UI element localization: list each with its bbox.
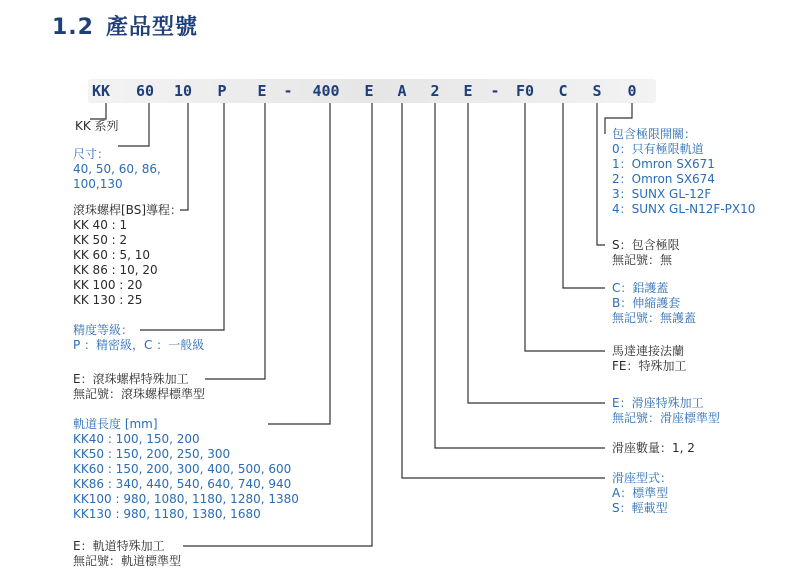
connector-size — [118, 103, 149, 146]
motor-flange-block: 馬達連接法蘭 FE：特殊加工 — [612, 344, 687, 373]
code-segment-accuracy: P — [217, 82, 227, 100]
code-segment-rail: E — [364, 82, 374, 100]
size-block: 尺寸： 40, 50, 60, 86, 100,130 — [73, 147, 161, 191]
connector-lead — [180, 103, 188, 210]
connector-cover — [563, 103, 605, 288]
accuracy-block: 精度等級： P ：精密級，C ：一般級 — [73, 323, 205, 352]
rail-block: E：軌道特殊加工 無記號：軌道標準型 — [73, 539, 182, 568]
slider-qty-block: 滑座數量：1, 2 — [612, 441, 695, 455]
code-segment-screw: E — [257, 82, 267, 100]
limit-switch-block: 包含極限開關： 0：只有極限軌道 1：Omron SX671 2：Omron SX674 3：SUNX GL-12F 4：SUNX GL-N12F-PX10 — [612, 127, 756, 216]
code-segment-slider-proc: E — [463, 82, 473, 100]
cover-block: C：鋁護蓋 B：伸縮護套 無記號：無護蓋 — [612, 281, 697, 325]
code-separator: - — [283, 82, 293, 100]
code-segment-lead: 10 — [173, 82, 193, 100]
section-title: 產品型號 — [105, 15, 198, 40]
code-segment-limit: S — [592, 82, 602, 100]
code-segment-cover: C — [558, 82, 568, 100]
code-segment-slider-type: A — [397, 82, 407, 100]
code-segment-size: 60 — [135, 82, 155, 100]
lead-block: 滾珠螺桿[BS]導程： KK 40 : 1 KK 50 : 2 KK 60 : 5, 10 KK 86 : 10, 20 KK 100 : 20 KK 130 : 25 — [73, 203, 183, 307]
code-segment-slider-qty: 2 — [430, 82, 440, 100]
slider-process-block: E：滑座特殊加工 無記號：滑座標準型 — [612, 396, 721, 425]
connector-slider-type — [402, 103, 605, 478]
connector-motor — [525, 103, 605, 351]
connector-limit — [597, 103, 605, 245]
connector-slider-qty — [435, 103, 605, 448]
section-number: 1.2 — [52, 15, 94, 40]
connector-rail-length — [268, 103, 330, 424]
code-segment-motor: F0 — [515, 82, 535, 100]
slider-type-block: 滑座型式： A：標準型 S：輕載型 — [612, 471, 673, 515]
code-segment-series: KK — [91, 82, 111, 100]
connector-series — [90, 103, 106, 119]
code-segment-rail-length: 400 — [312, 82, 340, 100]
screw-block: E：滾珠螺桿特殊加工 無記號：滾珠螺桿標準型 — [73, 372, 206, 401]
limit-block: S：包含極限 無記號：無 — [612, 238, 680, 267]
connector-screw — [205, 103, 265, 379]
code-separator: - — [490, 82, 500, 100]
connector-slider-proc — [468, 103, 605, 403]
code-segment-switch: 0 — [627, 82, 637, 100]
rail-length-block: 軌道長度 [mm] KK40 : 100, 150, 200 KK50 : 150, 200, 250, 300 KK60 : 150, 200, 300, 400, 500, 600 KK86 : 340, 440, 540, 640, 740, 940 KK100 : 980, 1080, 1180, 1280, 1380 KK130 : 980, 1180, 1380, 1680 — [73, 417, 299, 521]
series-block: KK 系列 — [75, 119, 119, 133]
